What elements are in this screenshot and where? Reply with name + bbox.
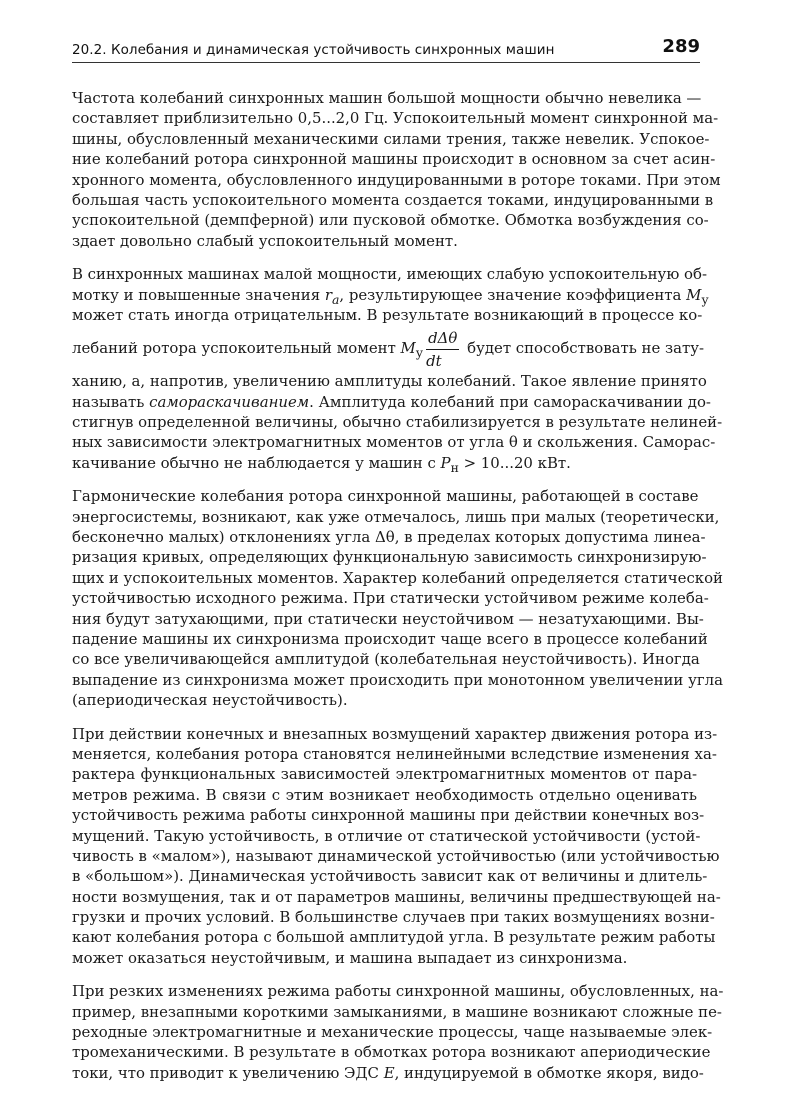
- text-line: стигнув определенной величины, обычно стабилизируется в результате нелиней-: [72, 413, 723, 432]
- text-line: может оказаться неустойчивым, и машина выпадает из синхронизма.: [72, 948, 628, 967]
- text-line: При действии конечных и внезапных возмущений характер движения ротора из-: [72, 724, 718, 743]
- text-line: мущений. Такую устойчивость, в отличие от статической устойчивости (устой-: [72, 826, 701, 845]
- text-line: метров режима. В связи с этим возникает необходимость отдельно оценивать: [72, 785, 697, 804]
- paragraph-1: [72, 88, 721, 251]
- text-line: ния будут затухающими, при статически неустойчивом — незатухающими. Вы-: [72, 609, 704, 628]
- text-line: большая часть успокоительного момента создается токами, индуцированными в: [72, 190, 714, 209]
- text-line: со все увеличивающейся амплитудой (колебательная неустойчивость). Иногда: [72, 650, 700, 669]
- text-line: ных зависимости электромагнитных моментов от угла θ и скольжения. Саморас-: [72, 433, 716, 452]
- text-line: здает довольно слабый успокоительный момент.: [72, 231, 458, 250]
- text-line: В синхронных машинах малой мощности, имеющих слабую успокоительную об-: [72, 265, 707, 284]
- text-line: в «большом»). Динамическая устойчивость зависит как от величины и длитель-: [72, 867, 708, 886]
- text-line: реходные электромагнитные и механические процессы, чаще называемые элек-: [72, 1023, 713, 1042]
- derivative-fraction: $\frac{\text{dΔθ}}{dt}$: [426, 328, 458, 370]
- text-line: Гармонические колебания ротора синхронной машины, работающей в составе: [72, 487, 699, 506]
- paragraph-3: [72, 486, 723, 710]
- text-line: может стать иногда отрицательным. В результате возникающий в процессе ко-: [72, 305, 703, 324]
- paragraph-2: [72, 264, 723, 475]
- paragraph-5: [72, 981, 724, 1083]
- text-line: составляет приблизительно 0,5...2,0 Гц. Успокоительный момент синхронной ма-: [72, 109, 719, 128]
- text-line: щих и успокоительных моментов. Характер колебаний определяется статической: [72, 568, 723, 587]
- text-line: ханию, а, напротив, увеличению амплитуды колебаний. Такое явление принято: [72, 372, 707, 391]
- text-line: пример, внезапными короткими замыканиями, в машине возникают сложные пе-: [72, 1002, 722, 1021]
- text-line: успокоительной (демпферной) или пусковой обмотке. Обмотка возбуждения со-: [72, 211, 709, 230]
- text-line: бесконечно малых) отклонениях угла Δθ, в пределах которых допустима линеа-: [72, 528, 706, 547]
- text-line: мотку и повышенные значения $r_a$, результирующее значение коэффициента $M_у$: [72, 285, 709, 307]
- text-line: При резких изменениях режима работы синхронной машины, обусловленных, на-: [72, 982, 724, 1001]
- text-line: устойчивость режима работы синхронной машины при действии конечных воз-: [72, 806, 705, 825]
- text-line: выпадение из синхронизма может происходить при монотонном увеличении угла: [72, 670, 723, 689]
- formula-line: лебаний ротора успокоительный момент $M_у$ $\frac{\text{dΔθ}}{dt}$ будет способствовать не зату-: [72, 328, 705, 370]
- text-line: ности возмущения, так и от параметров машины, величины предшествующей на-: [72, 887, 721, 906]
- text-line: кают колебания ротора с большой амплитудой угла. В результате режим работы: [72, 928, 716, 947]
- text-line: ние колебаний ротора синхронной машины происходит в основном за счет асин-: [72, 150, 716, 169]
- text-line: ризация кривых, определяющих функциональную зависимость синхронизирую-: [72, 548, 707, 567]
- text-line: качивание обычно не наблюдается у машин с $P_н > 10...20$ кВт.: [72, 453, 571, 475]
- section-title: 20.2. Колебания и динамическая устойчивость синхронных машин: [72, 42, 555, 58]
- running-header: [72, 34, 700, 62]
- header-rule: [72, 62, 700, 63]
- body-text: [72, 88, 724, 1096]
- text-line: Частота колебаний синхронных машин большой мощности обычно невелика —: [72, 89, 702, 107]
- text-line: тромеханическими. В результате в обмотках ротора возникают апериодические: [72, 1043, 711, 1062]
- text-line: падение машины их синхронизма происходит чаще всего в процессе колебаний: [72, 629, 708, 648]
- text-line: чивость в «малом»), называют динамической устойчивостью (или устойчивостью: [72, 846, 720, 865]
- text-line: шины, обусловленный механическими силами трения, также невелик. Успокое-: [72, 129, 710, 148]
- text-line: токи, что приводит к увеличению ЭДС E, индуцируемой в обмотке якоря, видо-: [72, 1063, 704, 1082]
- text-line: энергосистемы, возникают, как уже отмечалось, лишь при малых (теоретически,: [72, 507, 720, 526]
- text-line: меняется, колебания ротора становятся нелинейными вследствие изменения ха-: [72, 744, 717, 763]
- text-line: называть самораскачиванием. Амплитуда колебаний при самораскачивании до-: [72, 392, 711, 411]
- text-line: хронного момента, обусловленного индуцированными в роторе токами. При этом: [72, 170, 721, 189]
- text-line: (апериодическая неустойчивость).: [72, 691, 348, 710]
- page-number: 289: [662, 36, 700, 57]
- text-line: рактера функциональных зависимостей электромагнитных моментов от пара-: [72, 765, 697, 784]
- text-line: устойчивостью исходного режима. При статически устойчивом режиме колеба-: [72, 589, 709, 608]
- paragraph-4: [72, 724, 721, 969]
- text-line: грузки и прочих условий. В большинстве случаев при таких возмущениях возни-: [72, 908, 715, 927]
